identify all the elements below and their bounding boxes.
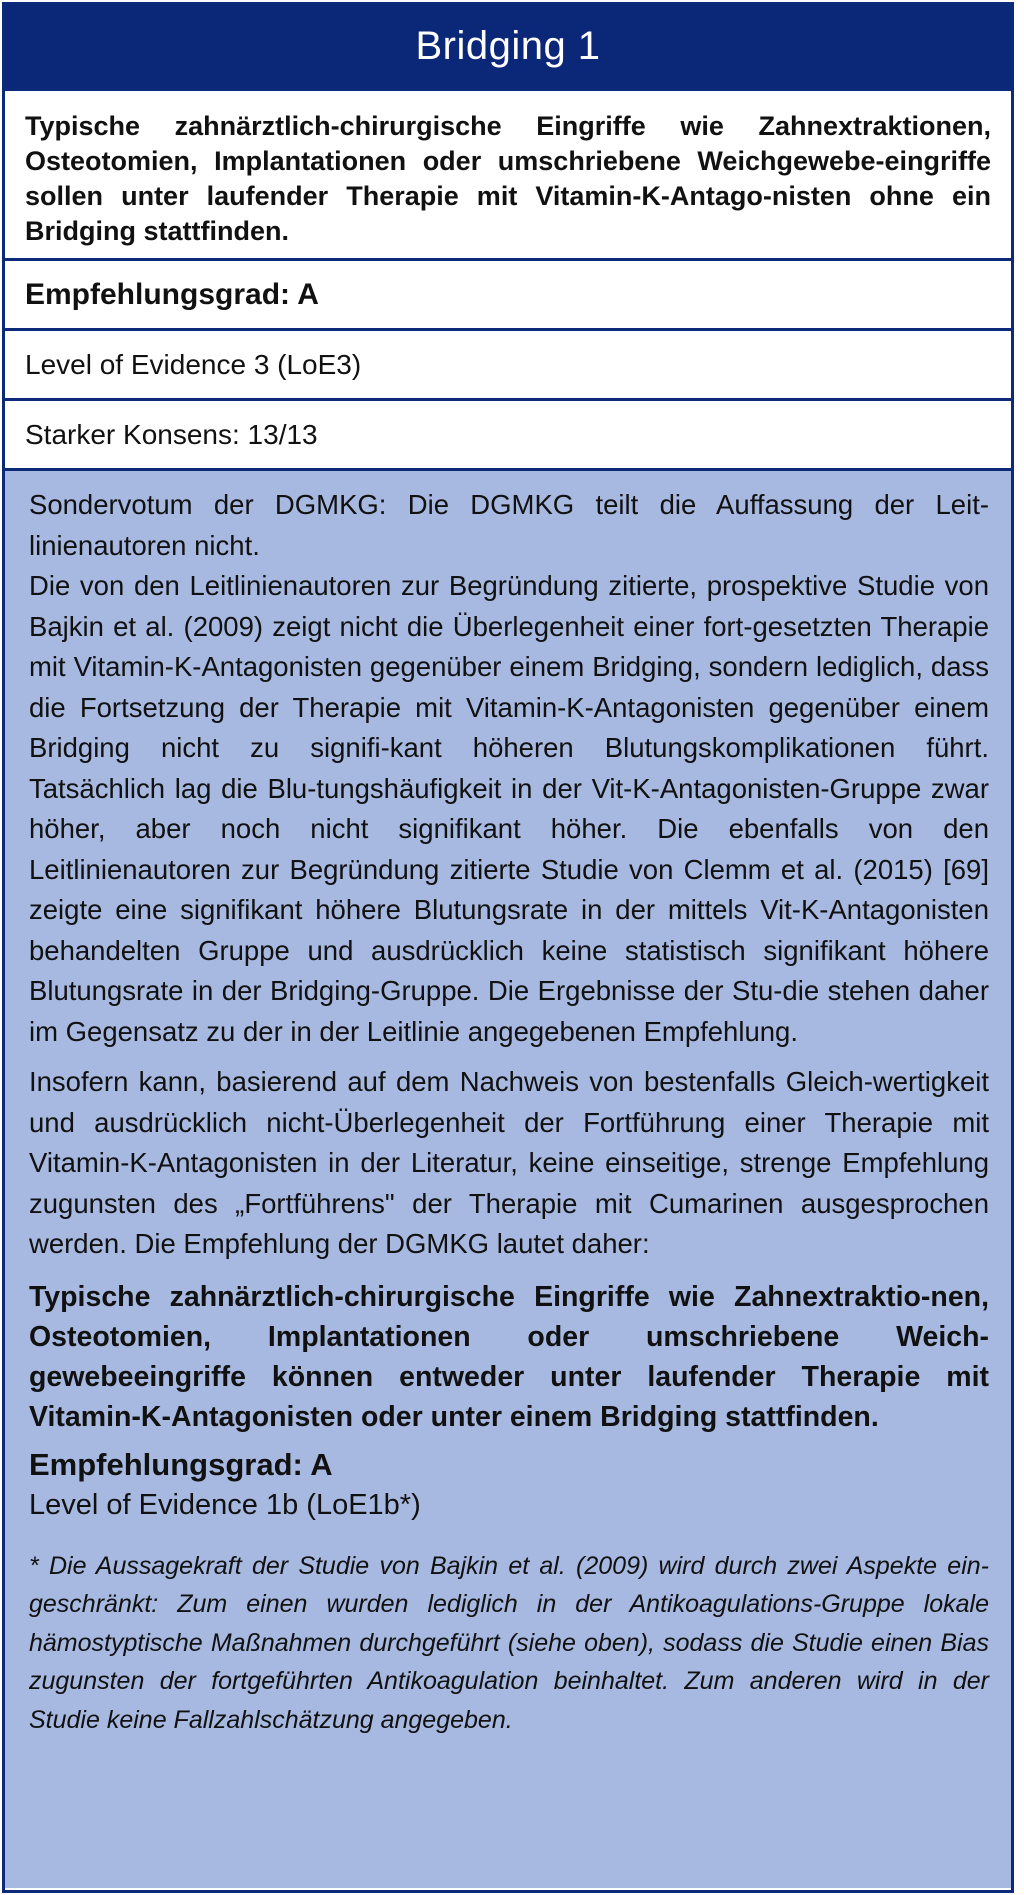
recommendation-statement: Typische zahnärztlich-chirurgische Eingriffe wie Zahnextraktionen, Osteotomien, Implantationen oder umschriebene Weichgewebe-eingriffe sollen unter laufender Therapie mit Vitamin-K-Antago-nisten ohne ein Bridging stattfinden.	[5, 88, 1011, 258]
dissent-grade: Empfehlungsgrad: A	[29, 1446, 333, 1482]
dissenting-vote-section	[5, 468, 1011, 1888]
dissent-recommendation: Typische zahnärztlich-chirurgische Eingriffe wie Zahnextraktio-nen, Osteotomien, Implantationen oder umschriebene Weich-gewebeeingriffe können entweder unter laufender Therapie mit Vitamin-K-Antagonisten oder unter einem Bridging stattfinden.	[29, 1280, 989, 1433]
footnote: * Die Aussagekraft der Studie von Bajkin et al. (2009) wird durch zwei Aspekte ein-geschränkt: Zum einen wurden lediglich in der Antikoagulations-Gruppe lokale hämostyptische Maßnahmen durchgeführt (siehe oben), sodass die Studie einen Bias zugunsten der fortgeführten Antikoagulation beinhaltet. Zum anderen wird in der Studie keine Fallzahlschätzung angegeben.	[29, 1551, 989, 1734]
dissent-intro: Sondervotum der DGMKG: Die DGMKG teilt die Auffassung der Leit-linienautoren nicht.	[29, 489, 989, 561]
recommendation-box	[2, 2, 1014, 1893]
dissent-argument: Die von den Leitlinienautoren zur Begründung zitierte, prospektive Studie von Bajkin et al. (2009) zeigt nicht die Überlegenheit einer fort-gesetzten Therapie mit Vitamin-K-Antagonisten gegenüber einem Bridging, sondern lediglich, dass die Fortsetzung der Therapie mit Vitamin-K-Antagonisten gegenüber einem Bridging nicht zu signifi-kant höheren Blutungskomplikationen führt. Tatsächlich lag die Blu-tungshäufigkeit in der Vit-K-Antagonisten-Gruppe zwar höher, aber noch nicht signifikant höher. Die ebenfalls von den Leitlinienautoren zur Begründung zitierte Studie von Clemm et al. (2015) [69] zeigte eine signifikant höhere Blutungsrate in der mittels Vit-K-Antagonisten behandelten Gruppe und ausdrücklich keine statistisch signifikant höhere Blutungsrate in der Bridging-Gruppe. Die Ergebnisse der Stu-die stehen daher im Gegensatz zu der in der Leitlinie angegebenen Empfehlung.	[29, 570, 989, 1047]
recommendation-grade: Empfehlungsgrad: A	[5, 258, 1011, 328]
box-title: Bridging 1	[5, 5, 1011, 88]
level-of-evidence: Level of Evidence 3 (LoE3)	[5, 328, 1011, 398]
consensus: Starker Konsens: 13/13	[5, 398, 1011, 468]
dissent-conclusion: Insofern kann, basierend auf dem Nachweis von bestenfalls Gleich-wertigkeit und ausdrücklich nicht-Überlegenheit der Fortführung einer Therapie mit Vitamin-K-Antagonisten in der Literatur, keine einseitige, strenge Empfehlung zugunsten des „Fortführens" der Therapie mit Cumarinen ausgesprochen werden. Die Empfehlung der DGMKG lautet daher:	[29, 1066, 989, 1259]
dissent-level-of-evidence: Level of Evidence 1b (LoE1b*)	[29, 1488, 421, 1521]
